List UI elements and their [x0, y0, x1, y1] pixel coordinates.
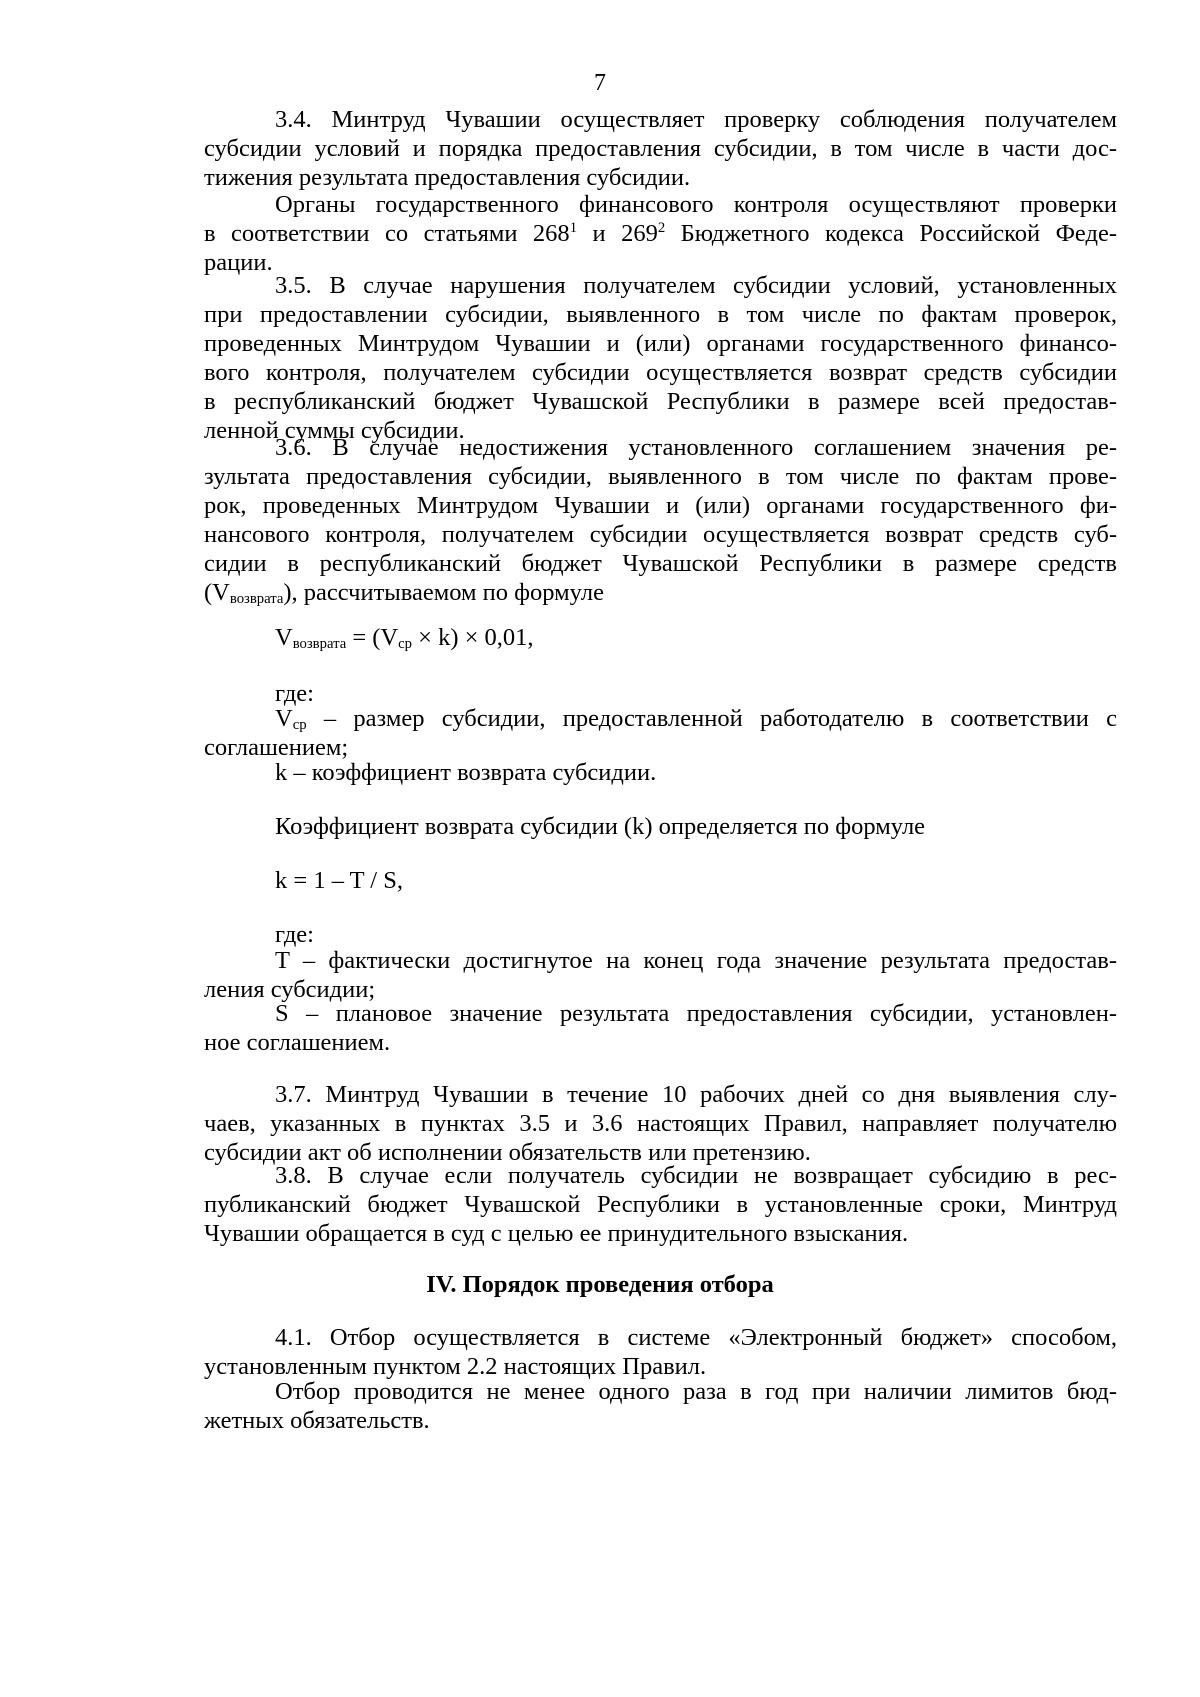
paragraph-financial-control	[204, 190, 1117, 277]
text-line-with-subscript	[204, 704, 1117, 733]
formula-coefficient: k = 1 – T / S,	[275, 867, 403, 894]
subscript: ср	[292, 717, 307, 733]
text-line: жетных обязательств.	[204, 1407, 430, 1434]
section-heading: IV. Порядок проведения отбора	[426, 1271, 774, 1298]
paragraph-4-1-selection	[204, 1377, 1117, 1435]
coefficient-intro: Коэффициент возврата субсидии (k) определяется по формуле	[275, 813, 926, 840]
text-line: Чувашии обращается в суд с целью ее принудительного взыскания.	[204, 1220, 909, 1247]
text-line: тижения результата предоставления субсидии.	[204, 164, 691, 191]
text-line: вого контроля, получателем субсидии осуществляется возврат средств субсидии	[204, 359, 1117, 386]
paragraph-3-4	[204, 105, 1117, 192]
text-segment: и 269	[577, 220, 658, 247]
text-line: 4.1. Отбор осуществляется в системе «Электронный бюджет» способом,	[275, 1324, 1117, 1351]
text-line: 3.6. В случае недостижения установленного соглашением значения ре-	[275, 434, 1117, 461]
text-line: проведенных Минтрудом Чувашии и (или) органами государственного финансо-	[204, 330, 1117, 357]
subscript: возврата	[292, 636, 347, 652]
text-line-with-subscript	[204, 578, 1117, 607]
definition-k: k – коэффициент возврата субсидии.	[275, 759, 657, 786]
text-line: ленной суммы субсидии.	[204, 417, 465, 444]
formula-symbol: V	[275, 705, 293, 732]
text-line: 3.5. В случае нарушения получателем субсидии условий, установленных	[275, 272, 1117, 299]
where-label: где:	[275, 921, 314, 948]
paragraph-3-8	[204, 1161, 1117, 1248]
text-line: рок, проведенных Минтрудом Чувашии и (или) органами государственного фи-	[204, 492, 1117, 519]
text-line: S – плановое значение результата предоставления субсидии, установлен-	[275, 1000, 1117, 1027]
text-line: субсидии условий и порядка предоставления субсидии, в том числе в части дос-	[204, 135, 1117, 162]
text-line: 3.4. Минтруд Чувашии осуществляет проверку соблюдения получателем	[275, 106, 1117, 133]
text-segment: – размер субсидии, предоставленной работодателю в соответствии с	[306, 705, 1117, 732]
text-line: нансового контроля, получателем субсидии осуществляется возврат средств суб-	[204, 521, 1117, 548]
text-line: 3.7. Минтруд Чувашии в течение 10 рабочих дней со дня выявления слу-	[275, 1081, 1117, 1108]
text-line: ное соглашением.	[204, 1029, 391, 1056]
page-number: 7	[594, 70, 606, 96]
text-line: при предоставлении субсидии, выявленного в том числе по фактам проверок,	[204, 301, 1117, 328]
paragraph-3-6	[204, 433, 1117, 607]
text-segment: Бюджетного кодекса Российской Феде-	[665, 220, 1117, 247]
text-line: чаев, указанных в пунктах 3.5 и 3.6 настоящих Правил, направляет получателю	[204, 1110, 1117, 1137]
text-line: Отбор проводится не менее одного раза в год при наличии лимитов бюд-	[275, 1378, 1117, 1405]
text-segment: ), рассчитываемом по формуле	[283, 579, 604, 606]
text-line: Органы государственного финансового контроля осуществляют проверки	[275, 191, 1117, 218]
text-segment: (V	[204, 579, 230, 606]
text-line: публиканский бюджет Чувашской Республики в установленные сроки, Минтруд	[204, 1191, 1117, 1218]
where-label: где:	[275, 680, 314, 707]
text-line: ления субсидии;	[204, 976, 376, 1003]
paragraph-3-7	[204, 1080, 1117, 1167]
text-line: рации.	[204, 249, 273, 276]
text-line: субсидии акт об исполнении обязательств или претензию.	[204, 1139, 811, 1166]
definition-t	[204, 946, 1117, 1004]
subscript: возврата	[229, 591, 284, 607]
text-line: T – фактически достигнутое на конец года значение результата предостав-	[275, 947, 1117, 974]
text-line-with-superscripts	[204, 219, 1117, 248]
superscript: 1	[569, 220, 578, 236]
text-line: 3.8. В случае если получатель субсидии не возвращает субсидию в рес-	[275, 1162, 1117, 1189]
text-line: установленным пунктом 2.2 настоящих Правил.	[204, 1353, 707, 1380]
formula-return-amount	[275, 623, 534, 652]
paragraph-3-5	[204, 271, 1117, 445]
subscript: ср	[398, 636, 413, 652]
text-line: сидии в республиканский бюджет Чувашской Республики в размере средств	[204, 550, 1117, 577]
text-line: соглашением;	[204, 734, 349, 761]
paragraph-4-1	[204, 1323, 1117, 1381]
formula-segment: × k) × 0,01,	[412, 624, 534, 651]
definition-s	[204, 999, 1117, 1057]
formula-symbol: V	[275, 624, 293, 651]
text-line: зультата предоставления субсидии, выявленного в том числе по фактам прове-	[204, 463, 1117, 490]
text-segment: в соответствии со статьями 268	[204, 220, 570, 247]
definition-vcp	[204, 704, 1117, 762]
text-line: в республиканский бюджет Чувашской Республики в размере всей предостав-	[204, 388, 1117, 415]
formula-segment: = (V	[346, 624, 399, 651]
superscript: 2	[657, 220, 666, 236]
